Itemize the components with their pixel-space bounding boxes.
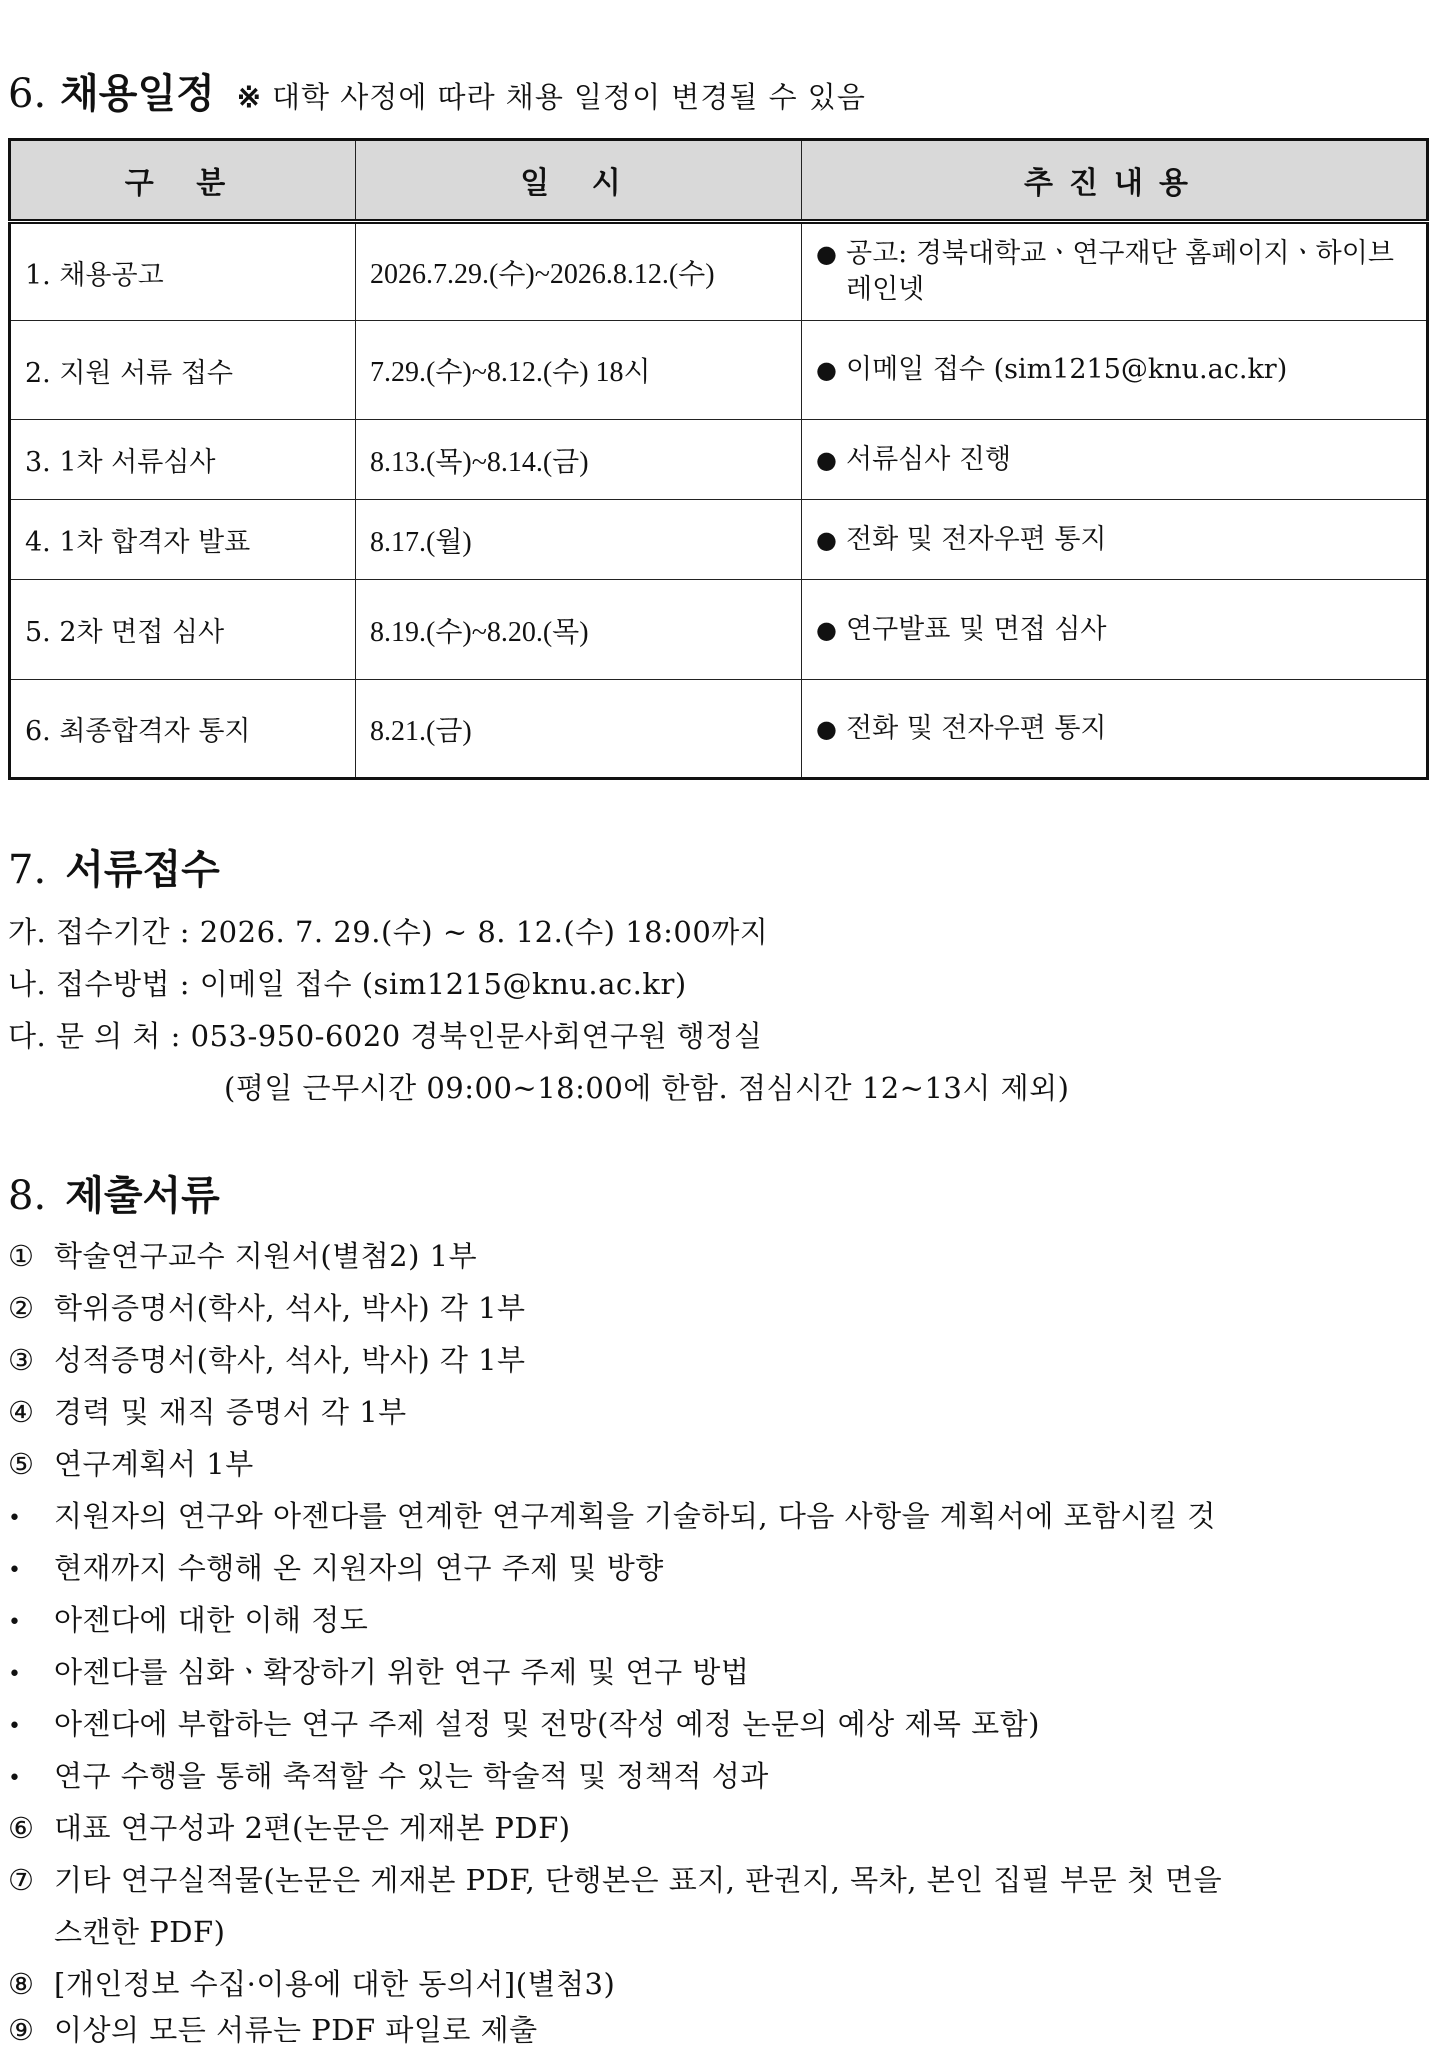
bullet-icon: •	[8, 1661, 22, 1687]
table-row	[10, 420, 1428, 500]
list-item-text: 학위증명서(학사, 석사, 박사) 각 1부	[54, 1291, 526, 1325]
date-cell: 7.29.(수)~8.12.(수) 18시	[356, 321, 802, 420]
detail-cell	[802, 222, 1428, 321]
table-row	[10, 222, 1428, 321]
detail-text: 전화 및 전자우편 통지	[846, 523, 1107, 555]
bullet-icon: •	[8, 1557, 22, 1583]
step-cell: 2. 지원 서류 접수	[10, 321, 356, 420]
list-item-text: 현재까지 수행해 온 지원자의 연구 주제 및 방향	[54, 1551, 664, 1585]
bullet-icon: ●	[816, 525, 837, 554]
list-item-text: 연구 수행을 통해 축적할 수 있는 학술적 및 정책적 성과	[54, 1759, 769, 1793]
section-6-note-text: 대학 사정에 따라 채용 일정이 변경될 수 있음	[272, 80, 866, 114]
section-6-title: 채용일정	[60, 70, 215, 117]
bullet-icon: •	[8, 1609, 22, 1635]
list-item	[8, 1338, 526, 1379]
list-item-text: 경력 및 재직 증명서 각 1부	[54, 1395, 407, 1429]
list-item	[8, 2008, 538, 2049]
list-item-text: 스캔한 PDF)	[54, 1915, 226, 1949]
detail-text: 전화 및 전자우편 통지	[846, 712, 1107, 744]
receipt-period-line: 가. 접수기간 : 2026. 7. 29.(수) ~ 8. 12.(수) 18:00까지	[8, 915, 769, 949]
list-item	[8, 1442, 254, 1483]
list-item-text: 성적증명서(학사, 석사, 박사) 각 1부	[54, 1343, 526, 1377]
step-cell: 6. 최종합격자 통지	[10, 680, 356, 779]
bullet-icon: ●	[816, 240, 837, 268]
list-item-text: 아젠다에 대한 이해 정도	[54, 1603, 369, 1637]
table-row	[10, 321, 1428, 420]
section-6-heading	[8, 62, 866, 122]
schedule-table	[8, 138, 1429, 780]
circled-number: ④	[8, 1395, 35, 1429]
circled-number: ⑥	[8, 1811, 35, 1845]
header-date: 일 시	[356, 140, 802, 222]
bullet-icon: ●	[816, 615, 837, 644]
list-item-text: [개인정보 수집·이용에 대한 동의서](별첨3)	[54, 1967, 616, 2001]
list-item-text: 기타 연구실적물(논문은 게재본 PDF, 단행본은 표지, 판권지, 목차, 본인 집필 부문 첫 면을	[54, 1863, 1223, 1897]
table-header-row	[10, 140, 1428, 222]
list-item	[8, 1754, 769, 1795]
bullet-icon: •	[8, 1713, 22, 1739]
receipt-method-line: 나. 접수방법 : 이메일 접수 (sim1215@knu.ac.kr)	[8, 967, 687, 1001]
section-7-heading	[8, 838, 220, 895]
bullet-icon: ●	[816, 714, 837, 743]
list-item	[8, 1702, 1040, 1743]
circled-number: ⑤	[8, 1447, 35, 1481]
date-cell: 8.17.(월)	[356, 500, 802, 580]
circled-number: ⑦	[8, 1863, 35, 1897]
circled-number: ⑧	[8, 1967, 35, 2001]
detail-cell	[802, 580, 1428, 680]
list-item	[8, 1546, 664, 1587]
bullet-icon: •	[8, 1505, 22, 1531]
list-item-text: 이상의 모든 서류는 PDF 파일로 제출	[54, 2013, 538, 2047]
contact-line: 다. 문 의 처 : 053-950-6020 경북인문사회연구원 행정실	[8, 1019, 763, 1053]
list-item	[8, 1494, 1216, 1535]
reference-mark-icon: ※	[236, 80, 263, 114]
detail-cell	[802, 321, 1428, 420]
date-cell: 8.19.(수)~8.20.(목)	[356, 580, 802, 680]
step-cell: 3. 1차 서류심사	[10, 420, 356, 500]
circled-number: ③	[8, 1343, 35, 1377]
list-item	[8, 1286, 526, 1327]
detail-text: 서류심사 진행	[846, 443, 1012, 475]
section-8-heading	[8, 1164, 220, 1221]
circled-number: ①	[8, 1239, 35, 1273]
table-row	[10, 500, 1428, 580]
date-cell: 2026.7.29.(수)~2026.8.12.(수)	[356, 222, 802, 321]
header-detail: 추진내용	[802, 140, 1428, 222]
circled-number: ②	[8, 1291, 35, 1325]
header-category: 구 분	[10, 140, 356, 222]
section-7-title: 서류접수	[65, 846, 220, 893]
detail-text: 공고: 경북대학교ㆍ연구재단 홈페이지ㆍ하이브레인넷	[846, 238, 1394, 305]
step-cell: 4. 1차 합격자 발표	[10, 500, 356, 580]
list-item-text: 학술연구교수 지원서(별첨2) 1부	[54, 1239, 478, 1273]
section-6-note	[237, 75, 866, 116]
table-row	[10, 680, 1428, 779]
detail-cell	[802, 500, 1428, 580]
section-8-title: 제출서류	[65, 1172, 220, 1219]
step-cell: 5. 2차 면접 심사	[10, 580, 356, 680]
detail-cell	[802, 420, 1428, 500]
bullet-icon: ●	[816, 445, 837, 474]
contact-hours-line: (평일 근무시간 09:00~18:00에 한함. 점심시간 12~13시 제외)	[224, 1071, 1070, 1105]
list-item-continuation	[54, 1910, 225, 1951]
table-row	[10, 580, 1428, 680]
list-item-text: 아젠다에 부합하는 연구 주제 설정 및 전망(작성 예정 논문의 예상 제목 포함)	[54, 1707, 1040, 1741]
detail-text: 연구발표 및 면접 심사	[846, 613, 1107, 645]
list-item	[8, 1962, 615, 2003]
step-cell: 1. 채용공고	[10, 222, 356, 321]
bullet-icon: •	[8, 1765, 22, 1791]
list-item	[8, 1806, 571, 1847]
list-item-text: 대표 연구성과 2편(논문은 게재본 PDF)	[54, 1811, 571, 1845]
detail-text: 이메일 접수 (sim1215@knu.ac.kr)	[846, 354, 1288, 385]
detail-cell	[802, 680, 1428, 779]
section-6-number: 6.	[8, 71, 47, 117]
list-item	[8, 1598, 368, 1639]
list-item	[8, 1234, 477, 1275]
date-cell: 8.13.(목)~8.14.(금)	[356, 420, 802, 500]
list-item-text: 연구계획서 1부	[54, 1447, 254, 1481]
bullet-icon: ●	[816, 356, 837, 384]
circled-number: ⑨	[8, 2013, 35, 2047]
list-item-text: 지원자의 연구와 아젠다를 연계한 연구계획을 기술하되, 다음 사항을 계획서에 포함시킬 것	[54, 1499, 1216, 1533]
list-item	[8, 1650, 749, 1691]
list-item	[8, 1390, 407, 1431]
section-7-number: 7.	[8, 847, 47, 893]
list-item	[8, 1858, 1222, 1899]
section-8-number: 8.	[8, 1173, 47, 1219]
list-item-text: 아젠다를 심화ㆍ확장하기 위한 연구 주제 및 연구 방법	[54, 1655, 750, 1689]
date-cell: 8.21.(금)	[356, 680, 802, 779]
